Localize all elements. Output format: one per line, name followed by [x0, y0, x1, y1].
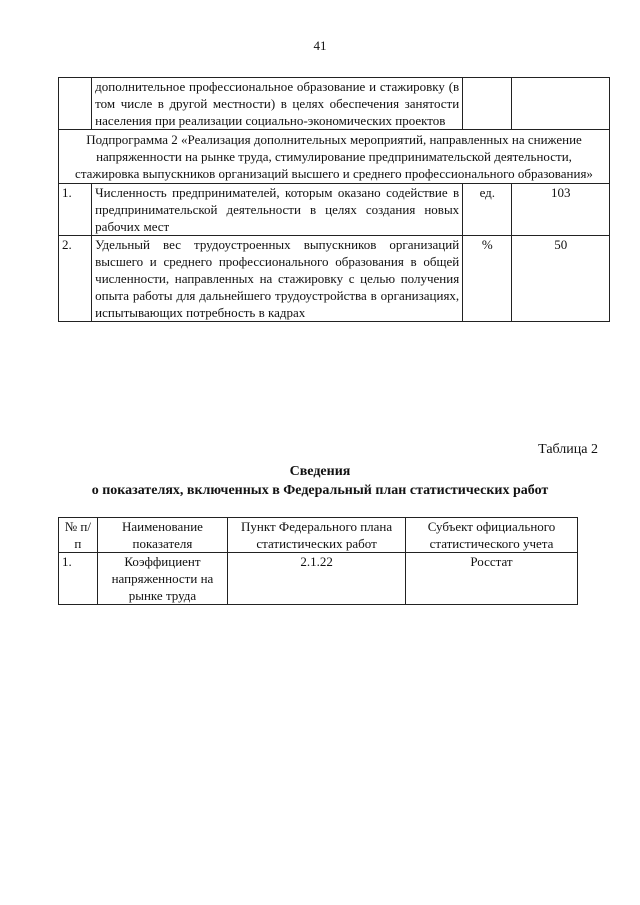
heading-line-2: о показателях, включенных в Федеральный план статистических работ [91, 483, 549, 498]
indicator-text: Численность предпринимателей, которым оказано содействие в предпринимательской деятельности в целях создания новых рабочих мест [92, 184, 463, 236]
header-row [59, 518, 578, 553]
table-row [59, 236, 610, 322]
table-row [59, 78, 610, 130]
subprogram-title: Подпрограмма 2 «Реализация дополнительных мероприятий, направленных на снижение напряженности на рынке труда, стимулирование предпринимательской деятельности, стажировка выпускников организаций высшего и среднего профессионального образования» [59, 130, 610, 184]
statistics-subject: Росстат [406, 553, 578, 605]
row-number [59, 78, 92, 130]
header-plan-item: Пункт Федерального плана статистических работ [228, 518, 406, 553]
row-number: 2. [59, 236, 92, 322]
indicator-text: Удельный вес трудоустроенных выпускников организаций высшего и среднего профессионального образования в общей численности, направленных на стажировку с целью получения опыта работы для дальнейшего трудоустройства в организациях, испытывающих потребность в кадрах [92, 236, 463, 322]
header-number: № п/п [59, 518, 98, 553]
statistics-plan-table [58, 517, 578, 605]
table-label: Таблица 2 [538, 442, 598, 457]
indicator-name: Коэффициент напряженности на рынке труда [97, 553, 227, 605]
value-cell [512, 78, 610, 130]
indicators-table [58, 77, 610, 322]
heading-line-1: Сведения [289, 464, 351, 479]
page-number: 41 [313, 38, 327, 53]
table-row [59, 553, 578, 605]
row-number: 1. [59, 184, 92, 236]
table-row [59, 184, 610, 236]
header-indicator-name: Наименование показателя [97, 518, 227, 553]
plan-item: 2.1.22 [228, 553, 406, 605]
unit-cell: % [463, 236, 512, 322]
unit-cell: ед. [463, 184, 512, 236]
row-number: 1. [59, 553, 98, 605]
unit-cell [463, 78, 512, 130]
value-cell: 50 [512, 236, 610, 322]
value-cell: 103 [512, 184, 610, 236]
section-heading [0, 462, 640, 500]
header-subject: Субъект официального статистического учета [406, 518, 578, 553]
subprogram-row [59, 130, 610, 184]
indicator-text: дополнительное профессиональное образование и стажировку (в том числе в другой местности) в целях обеспечения занятости населения при реализации социально-экономических проектов [92, 78, 463, 130]
